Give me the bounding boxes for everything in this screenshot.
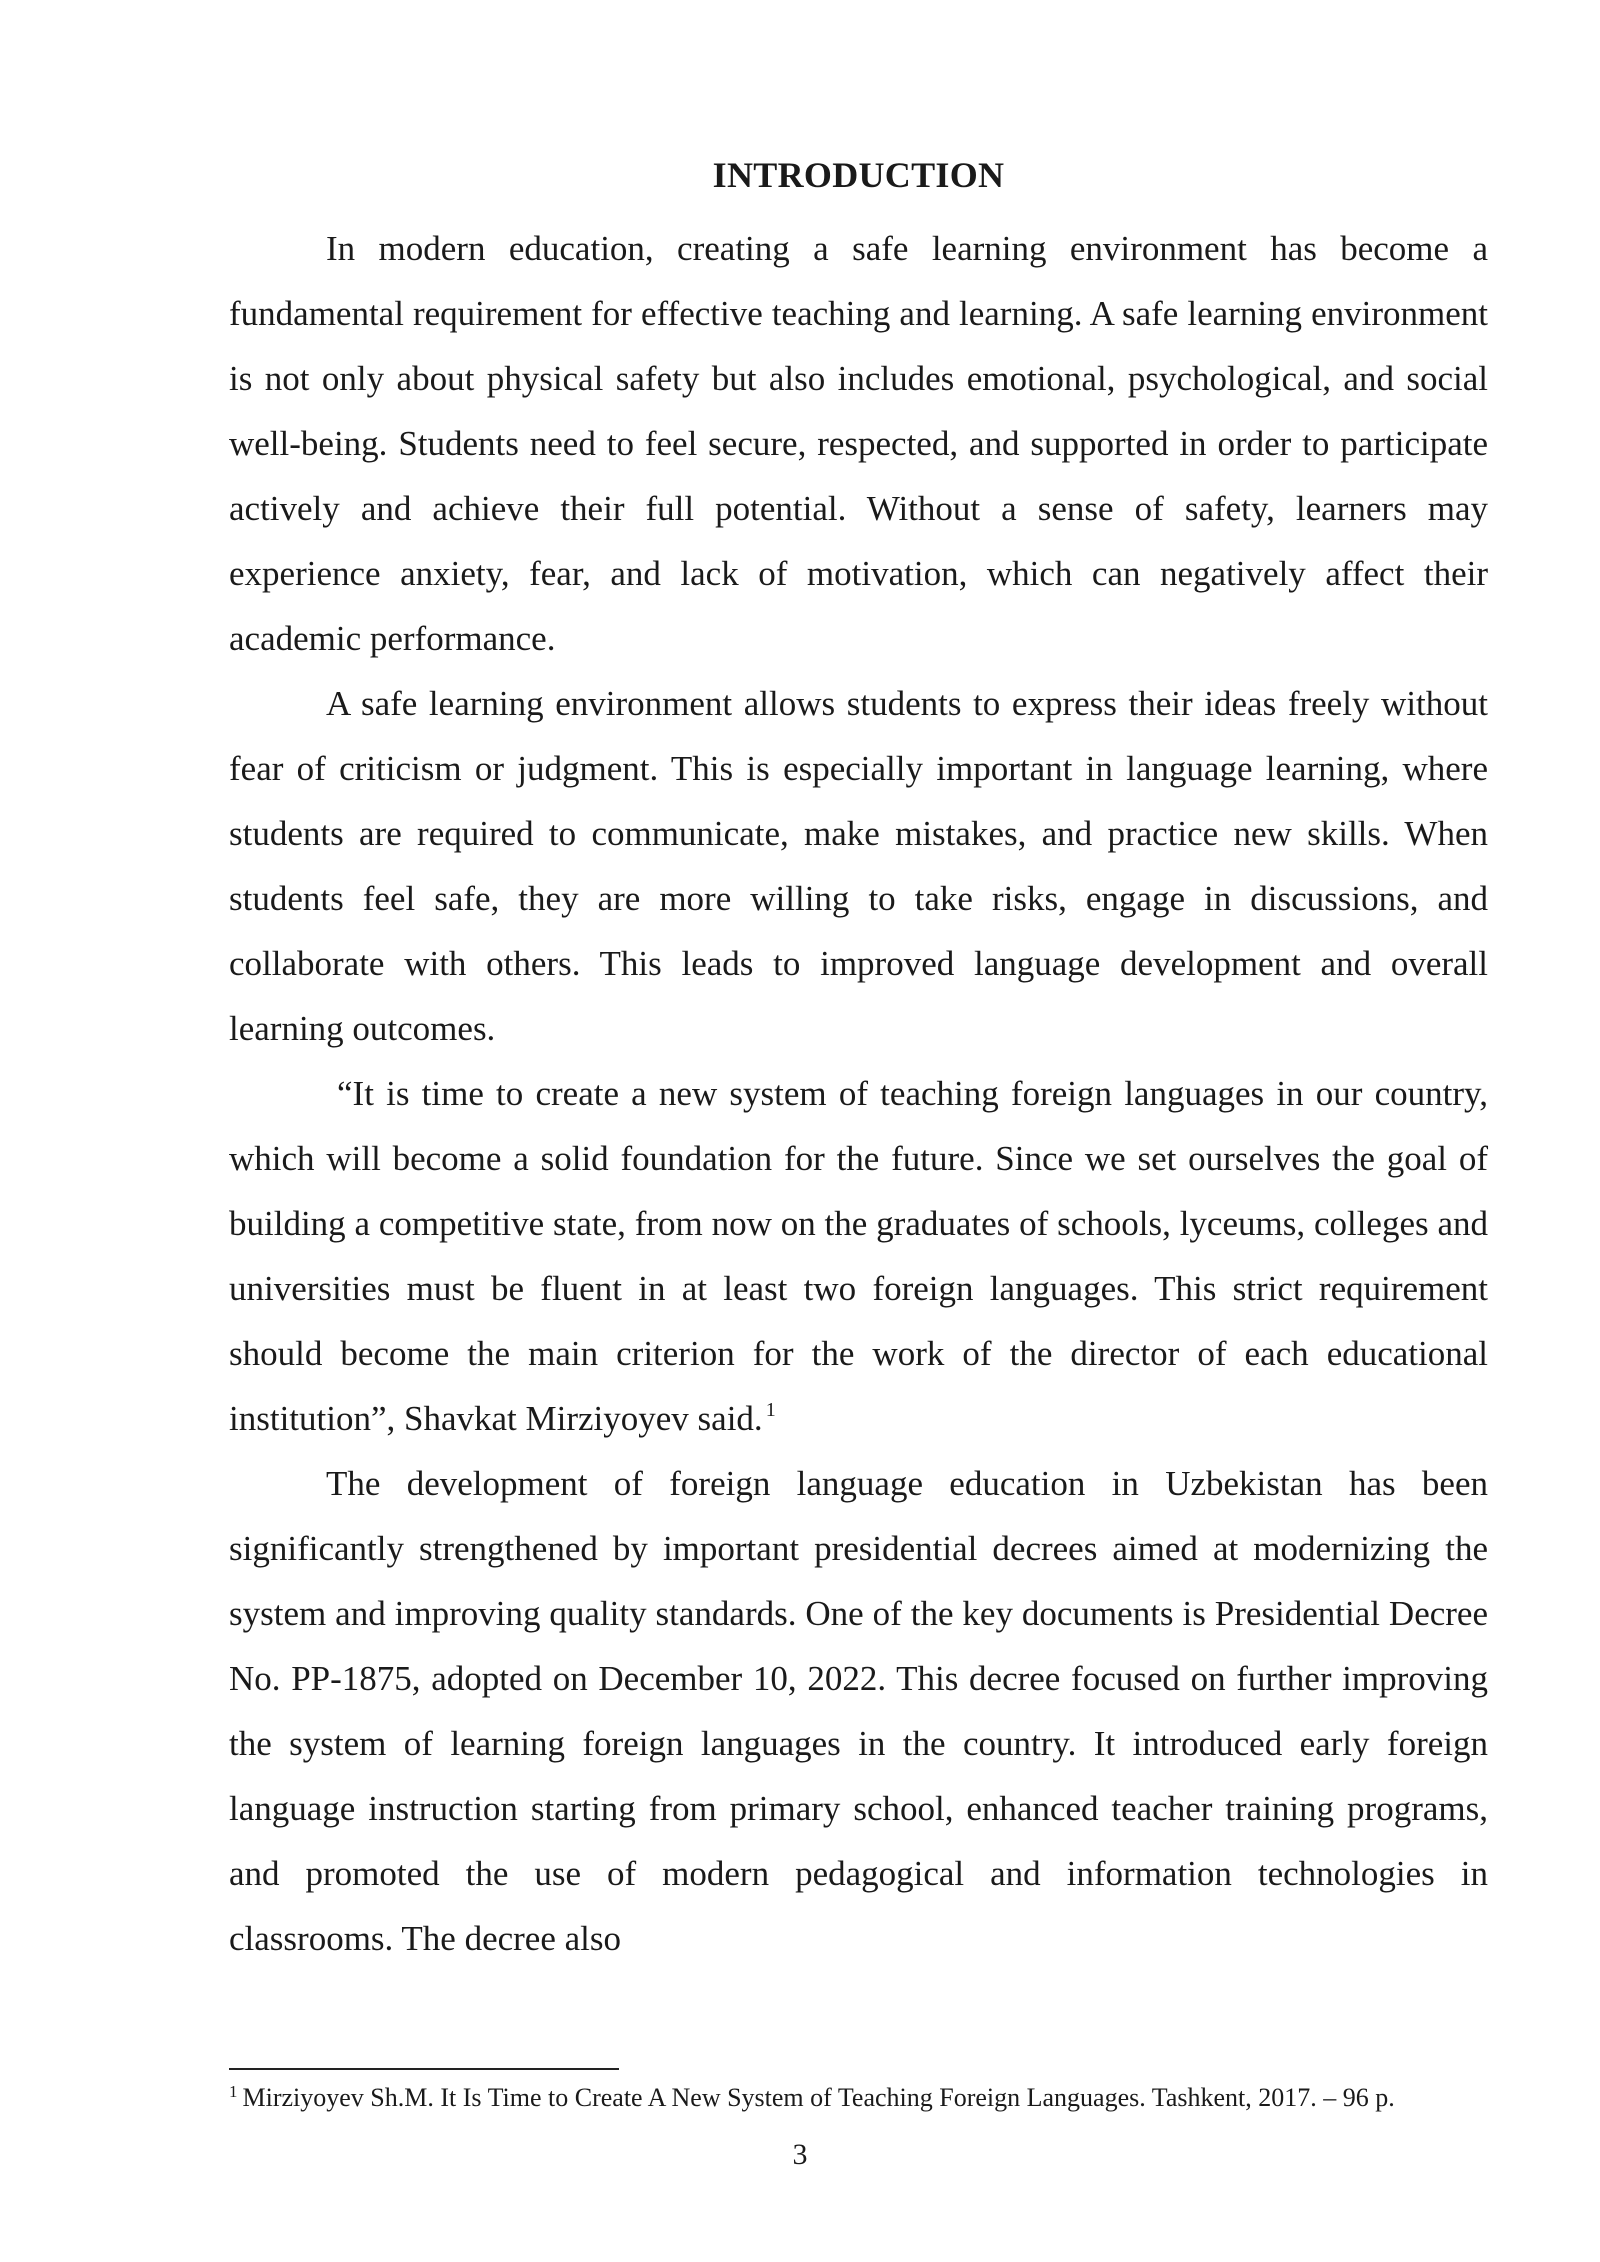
page-number: 3 [792, 2138, 808, 2171]
quote-paragraph [229, 1061, 1488, 1451]
footnote-marker: 1 [229, 2082, 238, 2101]
quote-text: “It is time to create a new system of teaching foreign languages in our country, which will become a solid foundation for the future. Since we set ourselves the goal of building a competitive state, from now on the graduates of schools, lyceums, colleges and universities must be fluent in at least two foreign languages. This strict requirement should become the main criterion for the work of the director of each educational institution”, Shavkat Mirziyoyev said. [229, 1074, 1488, 1438]
footnote [229, 2080, 1488, 2116]
footnote-reference[interactable]: 1 [765, 1399, 776, 1421]
page-body [229, 150, 1488, 1971]
section-heading: INTRODUCTION [712, 155, 1005, 195]
paragraph-2: A safe learning environment allows students to express their ideas freely without fear of criticism or judgment. This is especially important in language learning, where students are required to communicate, make mistakes, and practice new skills. When students feel safe, they are more willing to take risks, engage in discussions, and collaborate with others. This leads to improved language development and overall learning outcomes. [229, 684, 1488, 1048]
footnote-separator [229, 2068, 619, 2070]
paragraph-4: The development of foreign language education in Uzbekistan has been significantly strengthened by important presidential decrees aimed at modernizing the system and improving quality standards. One of the key documents is Presidential Decree No. PP-1875, adopted on December 10, 2022. This decree focused on further improving the system of learning foreign languages in the country. It introduced early foreign language instruction starting from primary school, enhanced teacher training programs, and promoted the use of modern pedagogical and information technologies in classrooms. The decree also [229, 1464, 1488, 1958]
paragraph-1: In modern education, creating a safe learning environment has become a fundamental requirement for effective teaching and learning. A safe learning environment is not only about physical safety but also includes emotional, psychological, and social well-being. Students need to feel secure, respected, and supported in order to participate actively and achieve their full potential. Without a sense of safety, learners may experience anxiety, fear, and lack of motivation, which can negatively affect their academic performance. [229, 229, 1488, 658]
footnote-text: Mirziyoyev Sh.M. It Is Time to Create A New System of Teaching Foreign Languages. Tashkent, 2017. – 96 p. [242, 2083, 1395, 2112]
